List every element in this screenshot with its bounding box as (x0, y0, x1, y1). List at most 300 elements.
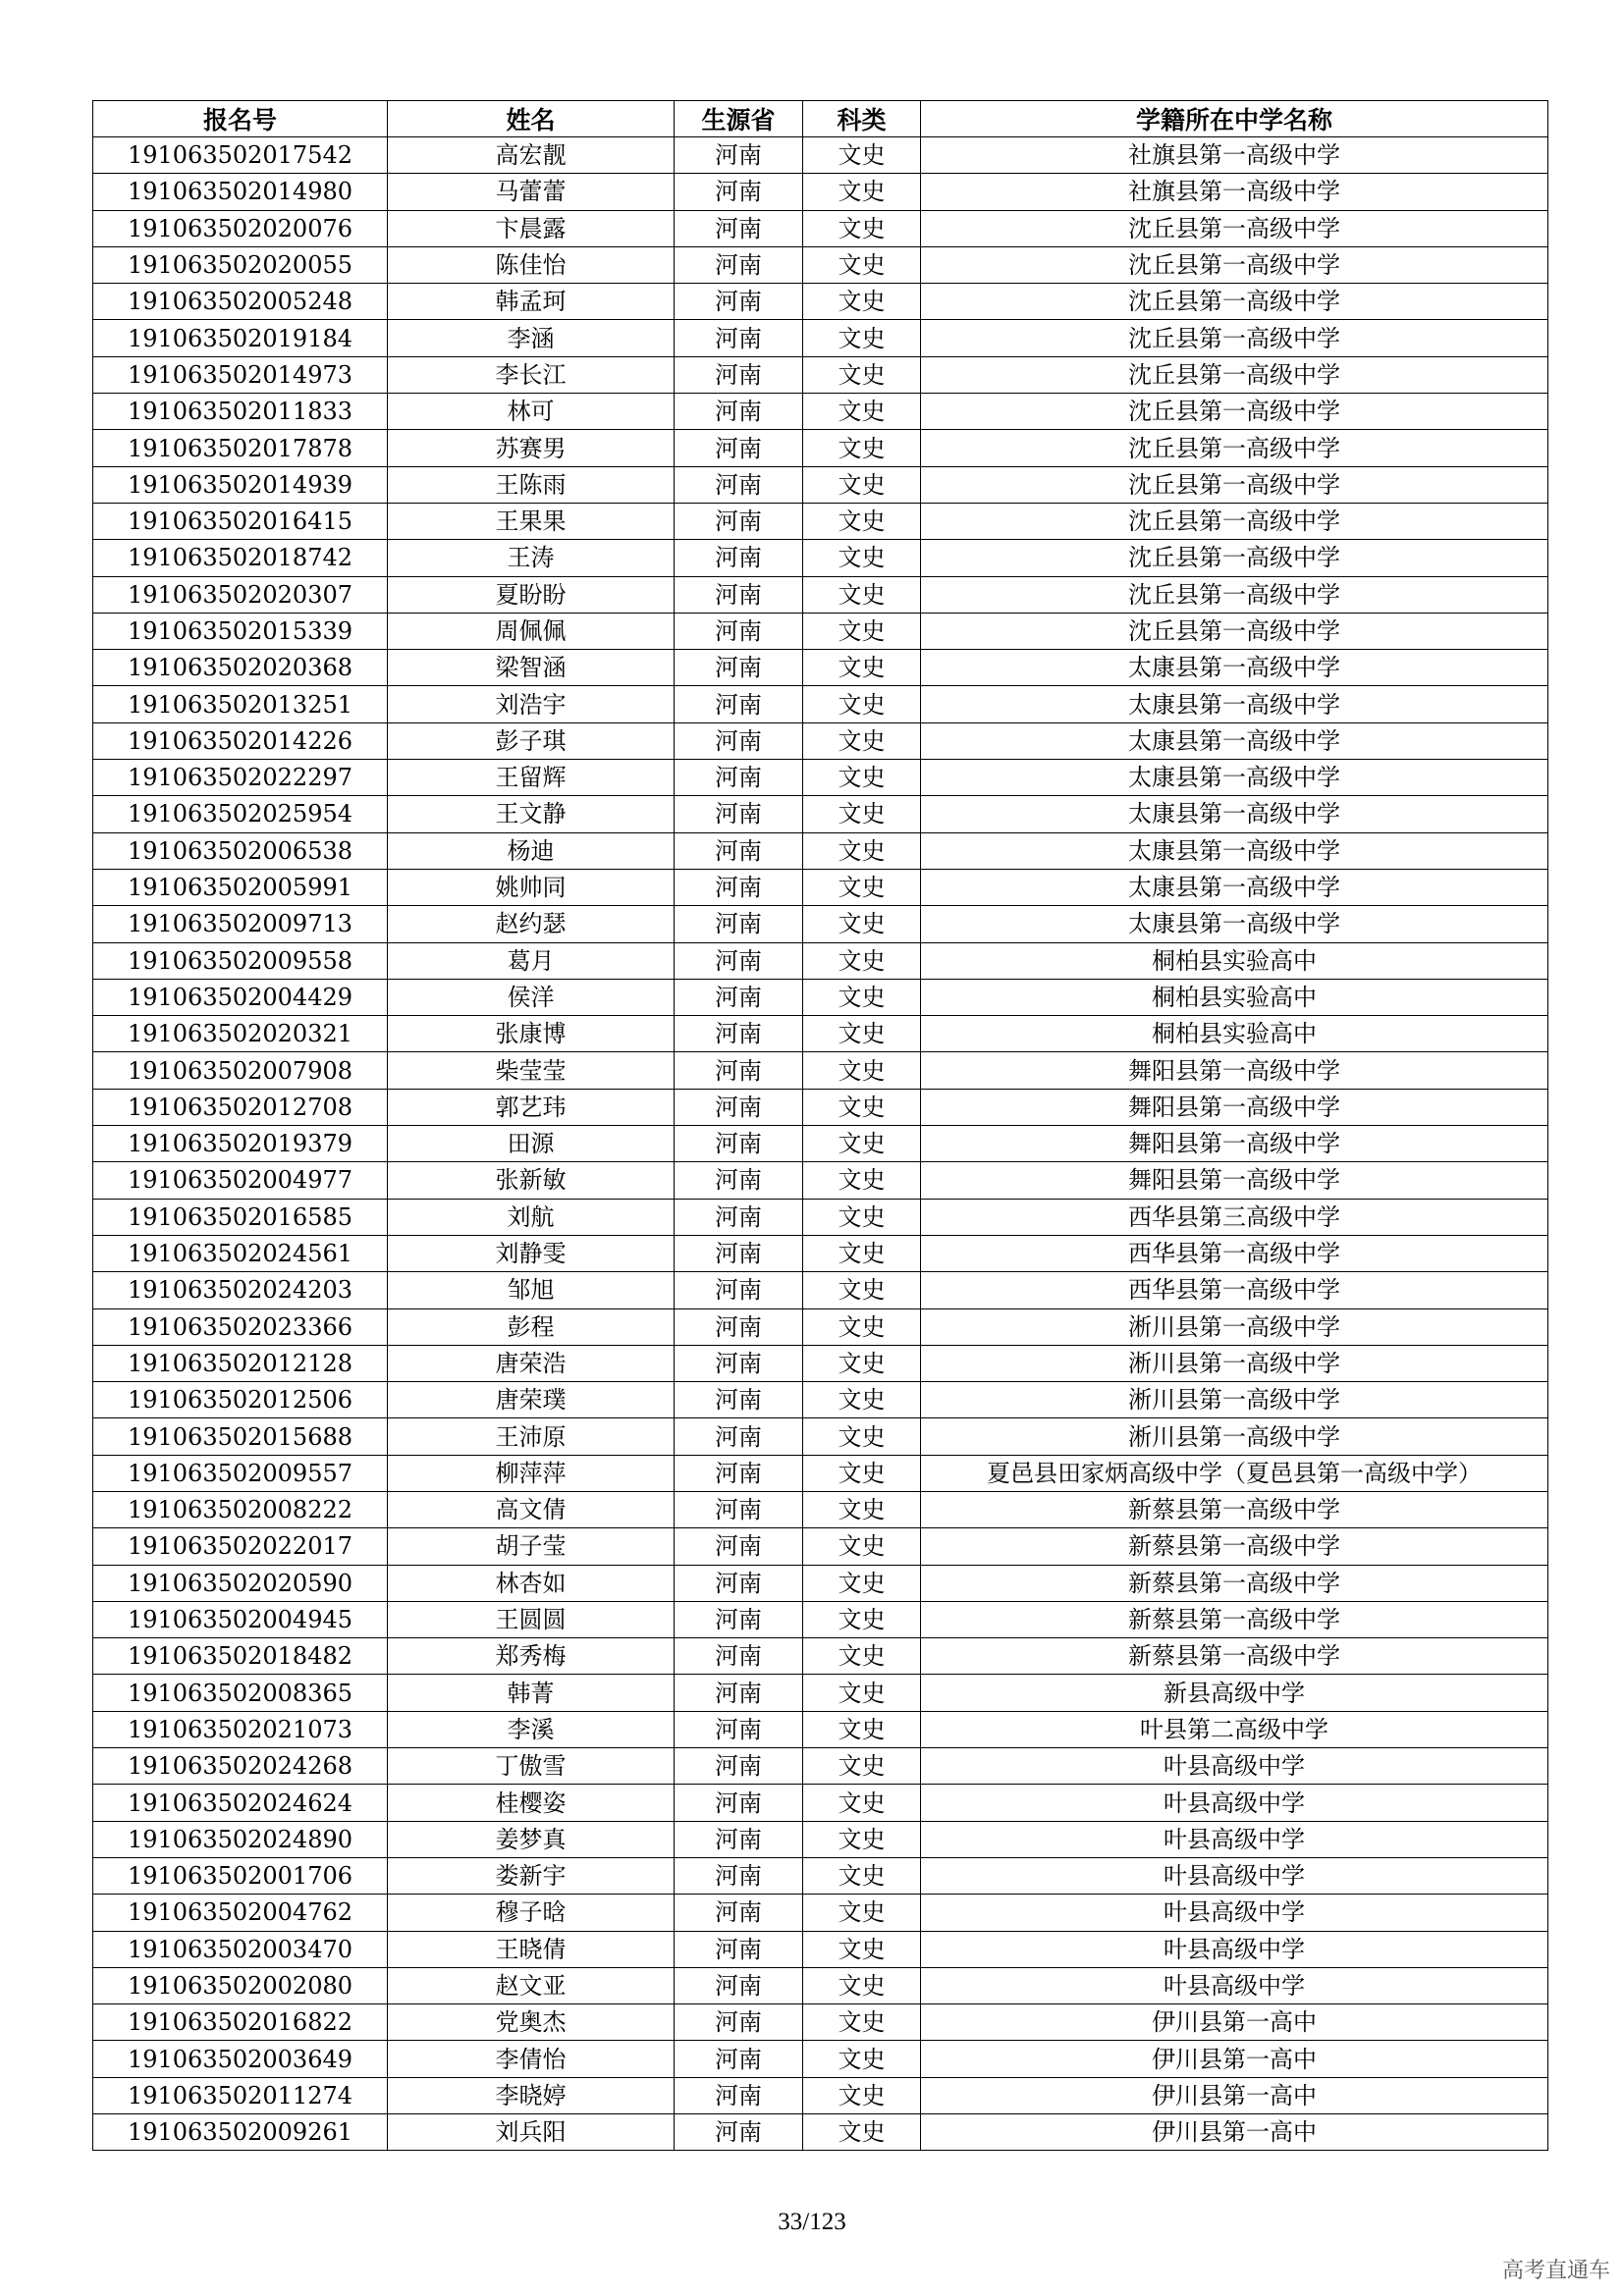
table-row (93, 174, 1548, 210)
cell-registration-number: 191063502009261 (93, 2114, 388, 2151)
cell-category: 文史 (803, 2077, 921, 2113)
table-row (93, 1601, 1548, 1637)
table-row (93, 1785, 1548, 1821)
cell-school: 新蔡县第一高级中学 (921, 1528, 1548, 1565)
cell-province: 河南 (675, 1382, 803, 1418)
cell-province: 河南 (675, 1528, 803, 1565)
cell-province: 河南 (675, 1199, 803, 1235)
cell-category: 文史 (803, 650, 921, 686)
table-row (93, 1491, 1548, 1527)
table-row (93, 722, 1548, 759)
cell-province: 河南 (675, 1821, 803, 1857)
cell-category: 文史 (803, 210, 921, 246)
cell-name: 李溪 (388, 1711, 675, 1747)
cell-name: 王陈雨 (388, 466, 675, 503)
cell-province: 河南 (675, 1931, 803, 1967)
table-row (93, 1967, 1548, 2003)
cell-registration-number: 191063502003649 (93, 2041, 388, 2077)
cell-registration-number: 191063502024561 (93, 1235, 388, 1271)
cell-school: 沈丘县第一高级中学 (921, 246, 1548, 283)
cell-province: 河南 (675, 394, 803, 430)
cell-school: 淅川县第一高级中学 (921, 1308, 1548, 1345)
cell-school: 太康县第一高级中学 (921, 796, 1548, 832)
cell-category: 文史 (803, 906, 921, 942)
cell-name: 赵约瑟 (388, 906, 675, 942)
table-row (93, 503, 1548, 539)
cell-province: 河南 (675, 1565, 803, 1601)
cell-registration-number: 191063502016822 (93, 2004, 388, 2041)
table-row (93, 1711, 1548, 1747)
cell-school: 桐柏县实验高中 (921, 979, 1548, 1015)
cell-category: 文史 (803, 796, 921, 832)
cell-name: 穆子晗 (388, 1895, 675, 1931)
cell-registration-number: 191063502019184 (93, 320, 388, 356)
cell-name: 郭艺玮 (388, 1089, 675, 1125)
cell-category: 文史 (803, 1345, 921, 1381)
cell-registration-number: 191063502004945 (93, 1601, 388, 1637)
cell-name: 卞晨露 (388, 210, 675, 246)
cell-registration-number: 191063502007908 (93, 1052, 388, 1089)
admission-list-table (92, 100, 1548, 2151)
table-row (93, 1162, 1548, 1199)
table-row (93, 796, 1548, 832)
cell-school: 桐柏县实验高中 (921, 942, 1548, 979)
cell-name: 李倩怡 (388, 2041, 675, 2077)
cell-category: 文史 (803, 1491, 921, 1527)
table-row (93, 832, 1548, 869)
cell-registration-number: 191063502004429 (93, 979, 388, 1015)
cell-province: 河南 (675, 1345, 803, 1381)
table-header (93, 101, 1548, 137)
cell-category: 文史 (803, 137, 921, 174)
cell-province: 河南 (675, 1967, 803, 2003)
cell-name: 刘浩宇 (388, 686, 675, 722)
cell-school: 沈丘县第一高级中学 (921, 430, 1548, 466)
cell-name: 刘兵阳 (388, 2114, 675, 2151)
cell-school: 沈丘县第一高级中学 (921, 540, 1548, 576)
table-row (93, 1565, 1548, 1601)
cell-school: 太康县第一高级中学 (921, 650, 1548, 686)
cell-category: 文史 (803, 1052, 921, 1089)
cell-school: 社旗县第一高级中学 (921, 137, 1548, 174)
table-row (93, 650, 1548, 686)
cell-school: 沈丘县第一高级中学 (921, 576, 1548, 613)
table-row (93, 613, 1548, 649)
cell-registration-number: 191063502005991 (93, 869, 388, 905)
cell-category: 文史 (803, 1748, 921, 1785)
cell-registration-number: 191063502024203 (93, 1272, 388, 1308)
cell-province: 河南 (675, 1785, 803, 1821)
cell-school: 伊川县第一高中 (921, 2114, 1548, 2151)
cell-province: 河南 (675, 174, 803, 210)
cell-registration-number: 191063502003470 (93, 1931, 388, 1967)
cell-name: 姚帅同 (388, 869, 675, 905)
cell-province: 河南 (675, 2077, 803, 2113)
cell-name: 郑秀梅 (388, 1638, 675, 1675)
cell-school: 叶县第二高级中学 (921, 1711, 1548, 1747)
cell-school: 淅川县第一高级中学 (921, 1418, 1548, 1455)
cell-category: 文史 (803, 540, 921, 576)
cell-category: 文史 (803, 1308, 921, 1345)
table-body (93, 137, 1548, 2151)
cell-registration-number: 191063502023366 (93, 1308, 388, 1345)
cell-name: 王晓倩 (388, 1931, 675, 1967)
cell-province: 河南 (675, 942, 803, 979)
cell-school: 沈丘县第一高级中学 (921, 284, 1548, 320)
cell-province: 河南 (675, 1491, 803, 1527)
cell-school: 沈丘县第一高级中学 (921, 394, 1548, 430)
cell-name: 侯洋 (388, 979, 675, 1015)
cell-name: 王果果 (388, 503, 675, 539)
table-row (93, 1638, 1548, 1675)
cell-school: 叶县高级中学 (921, 1857, 1548, 1894)
cell-province: 河南 (675, 650, 803, 686)
table-row (93, 1455, 1548, 1491)
cell-province: 河南 (675, 1235, 803, 1271)
cell-category: 文史 (803, 613, 921, 649)
cell-province: 河南 (675, 979, 803, 1015)
cell-registration-number: 191063502019379 (93, 1126, 388, 1162)
cell-province: 河南 (675, 1675, 803, 1711)
cell-school: 新蔡县第一高级中学 (921, 1638, 1548, 1675)
table-row (93, 137, 1548, 174)
cell-name: 彭程 (388, 1308, 675, 1345)
cell-category: 文史 (803, 1528, 921, 1565)
cell-school: 太康县第一高级中学 (921, 722, 1548, 759)
table-row (93, 284, 1548, 320)
table-row (93, 979, 1548, 1015)
cell-school: 舞阳县第一高级中学 (921, 1162, 1548, 1199)
cell-school: 太康县第一高级中学 (921, 686, 1548, 722)
table-row (93, 686, 1548, 722)
cell-province: 河南 (675, 1016, 803, 1052)
cell-province: 河南 (675, 796, 803, 832)
cell-school: 沈丘县第一高级中学 (921, 466, 1548, 503)
table-row (93, 1052, 1548, 1089)
cell-province: 河南 (675, 1711, 803, 1747)
cell-name: 赵文亚 (388, 1967, 675, 2003)
cell-name: 李涵 (388, 320, 675, 356)
cell-registration-number: 191063502014226 (93, 722, 388, 759)
table-row (93, 1931, 1548, 1967)
cell-category: 文史 (803, 1895, 921, 1931)
cell-registration-number: 191063502020307 (93, 576, 388, 613)
cell-registration-number: 191063502009557 (93, 1455, 388, 1491)
table-row (93, 906, 1548, 942)
watermark-text: 高考直通车 (1501, 2259, 1610, 2283)
cell-name: 马蕾蕾 (388, 174, 675, 210)
cell-province: 河南 (675, 1418, 803, 1455)
cell-registration-number: 191063502013251 (93, 686, 388, 722)
cell-name: 娄新宇 (388, 1857, 675, 1894)
cell-school: 太康县第一高级中学 (921, 832, 1548, 869)
table-row (93, 210, 1548, 246)
cell-province: 河南 (675, 1089, 803, 1125)
cell-category: 文史 (803, 1638, 921, 1675)
table-row (93, 1748, 1548, 1785)
table-row (93, 1126, 1548, 1162)
cell-category: 文史 (803, 174, 921, 210)
table-row (93, 1418, 1548, 1455)
cell-name: 李晓婷 (388, 2077, 675, 2113)
cell-school: 叶县高级中学 (921, 1967, 1548, 2003)
cell-registration-number: 191063502024890 (93, 1821, 388, 1857)
cell-category: 文史 (803, 1565, 921, 1601)
cell-registration-number: 191063502012708 (93, 1089, 388, 1125)
cell-province: 河南 (675, 613, 803, 649)
table-row (93, 1308, 1548, 1345)
cell-category: 文史 (803, 1382, 921, 1418)
cell-category: 文史 (803, 2041, 921, 2077)
cell-category: 文史 (803, 1821, 921, 1857)
table-row (93, 1895, 1548, 1931)
cell-school: 新蔡县第一高级中学 (921, 1491, 1548, 1527)
cell-name: 丁傲雪 (388, 1748, 675, 1785)
cell-school: 叶县高级中学 (921, 1748, 1548, 1785)
cell-category: 文史 (803, 1785, 921, 1821)
cell-school: 沈丘县第一高级中学 (921, 320, 1548, 356)
cell-province: 河南 (675, 760, 803, 796)
cell-name: 林杏如 (388, 1565, 675, 1601)
table-row (93, 760, 1548, 796)
table-row (93, 1382, 1548, 1418)
cell-category: 文史 (803, 1931, 921, 1967)
cell-province: 河南 (675, 503, 803, 539)
cell-category: 文史 (803, 1967, 921, 2003)
cell-category: 文史 (803, 284, 921, 320)
cell-category: 文史 (803, 760, 921, 796)
cell-registration-number: 191063502009713 (93, 906, 388, 942)
cell-registration-number: 191063502022017 (93, 1528, 388, 1565)
cell-school: 叶县高级中学 (921, 1785, 1548, 1821)
cell-registration-number: 191063502020368 (93, 650, 388, 686)
cell-registration-number: 191063502020321 (93, 1016, 388, 1052)
table-row (93, 1345, 1548, 1381)
cell-registration-number: 191063502011833 (93, 394, 388, 430)
cell-name: 邹旭 (388, 1272, 675, 1308)
table-row (93, 2114, 1548, 2151)
cell-province: 河南 (675, 430, 803, 466)
table-row (93, 942, 1548, 979)
cell-province: 河南 (675, 1857, 803, 1894)
cell-category: 文史 (803, 979, 921, 1015)
table-row (93, 246, 1548, 283)
cell-name: 周佩佩 (388, 613, 675, 649)
table-row (93, 394, 1548, 430)
cell-province: 河南 (675, 320, 803, 356)
cell-province: 河南 (675, 1162, 803, 1199)
cell-registration-number: 191063502016415 (93, 503, 388, 539)
cell-category: 文史 (803, 246, 921, 283)
header-province: 生源省 (675, 101, 803, 137)
cell-school: 伊川县第一高中 (921, 2077, 1548, 2113)
table-row (93, 576, 1548, 613)
cell-registration-number: 191063502012506 (93, 1382, 388, 1418)
cell-registration-number: 191063502018742 (93, 540, 388, 576)
cell-province: 河南 (675, 722, 803, 759)
cell-province: 河南 (675, 1126, 803, 1162)
cell-name: 夏盼盼 (388, 576, 675, 613)
cell-name: 刘航 (388, 1199, 675, 1235)
table-row (93, 2077, 1548, 2113)
cell-registration-number: 191063502020055 (93, 246, 388, 283)
cell-category: 文史 (803, 1272, 921, 1308)
table-row (93, 1199, 1548, 1235)
cell-registration-number: 191063502014973 (93, 356, 388, 393)
table-row (93, 320, 1548, 356)
cell-province: 河南 (675, 1308, 803, 1345)
cell-school: 舞阳县第一高级中学 (921, 1089, 1548, 1125)
cell-category: 文史 (803, 1199, 921, 1235)
cell-province: 河南 (675, 210, 803, 246)
cell-category: 文史 (803, 722, 921, 759)
cell-registration-number: 191063502014980 (93, 174, 388, 210)
header-name: 姓名 (388, 101, 675, 137)
cell-category: 文史 (803, 869, 921, 905)
cell-school: 伊川县第一高中 (921, 2041, 1548, 2077)
cell-category: 文史 (803, 686, 921, 722)
cell-province: 河南 (675, 137, 803, 174)
table-row (93, 1675, 1548, 1711)
cell-registration-number: 191063502025954 (93, 796, 388, 832)
cell-province: 河南 (675, 1272, 803, 1308)
cell-category: 文史 (803, 1675, 921, 1711)
cell-registration-number: 191063502014939 (93, 466, 388, 503)
cell-name: 桂樱姿 (388, 1785, 675, 1821)
table-row (93, 869, 1548, 905)
cell-category: 文史 (803, 1089, 921, 1125)
cell-registration-number: 191063502012128 (93, 1345, 388, 1381)
cell-name: 葛月 (388, 942, 675, 979)
cell-category: 文史 (803, 1601, 921, 1637)
page-number: 33/123 (778, 2209, 846, 2235)
cell-registration-number: 191063502015688 (93, 1418, 388, 1455)
cell-school: 桐柏县实验高中 (921, 1016, 1548, 1052)
cell-registration-number: 191063502017878 (93, 430, 388, 466)
header-school: 学籍所在中学名称 (921, 101, 1548, 137)
cell-registration-number: 191063502024268 (93, 1748, 388, 1785)
table-row (93, 1089, 1548, 1125)
cell-registration-number: 191063502004977 (93, 1162, 388, 1199)
cell-registration-number: 191063502015339 (93, 613, 388, 649)
cell-name: 王圆圆 (388, 1601, 675, 1637)
cell-name: 姜梦真 (388, 1821, 675, 1857)
cell-name: 高宏靓 (388, 137, 675, 174)
cell-name: 杨迪 (388, 832, 675, 869)
cell-province: 河南 (675, 832, 803, 869)
table-row (93, 1528, 1548, 1565)
cell-category: 文史 (803, 1455, 921, 1491)
cell-province: 河南 (675, 1748, 803, 1785)
cell-school: 叶县高级中学 (921, 1821, 1548, 1857)
cell-registration-number: 191063502017542 (93, 137, 388, 174)
cell-province: 河南 (675, 356, 803, 393)
cell-province: 河南 (675, 869, 803, 905)
cell-school: 社旗县第一高级中学 (921, 174, 1548, 210)
cell-registration-number: 191063502006538 (93, 832, 388, 869)
cell-province: 河南 (675, 246, 803, 283)
cell-school: 舞阳县第一高级中学 (921, 1126, 1548, 1162)
cell-name: 张康博 (388, 1016, 675, 1052)
cell-school: 沈丘县第一高级中学 (921, 356, 1548, 393)
cell-name: 梁智涵 (388, 650, 675, 686)
cell-school: 叶县高级中学 (921, 1895, 1548, 1931)
header-registration-number: 报名号 (93, 101, 388, 137)
cell-name: 李长江 (388, 356, 675, 393)
cell-school: 西华县第一高级中学 (921, 1272, 1548, 1308)
cell-name: 张新敏 (388, 1162, 675, 1199)
cell-school: 西华县第一高级中学 (921, 1235, 1548, 1271)
cell-category: 文史 (803, 1857, 921, 1894)
table-row (93, 1235, 1548, 1271)
cell-registration-number: 191063502004762 (93, 1895, 388, 1931)
cell-registration-number: 191063502022297 (93, 760, 388, 796)
cell-name: 柴莹莹 (388, 1052, 675, 1089)
cell-registration-number: 191063502020076 (93, 210, 388, 246)
cell-registration-number: 191063502020590 (93, 1565, 388, 1601)
cell-province: 河南 (675, 1638, 803, 1675)
cell-registration-number: 191063502002080 (93, 1967, 388, 2003)
cell-name: 韩菁 (388, 1675, 675, 1711)
cell-category: 文史 (803, 942, 921, 979)
cell-name: 韩孟珂 (388, 284, 675, 320)
cell-registration-number: 191063502009558 (93, 942, 388, 979)
header-category: 科类 (803, 101, 921, 137)
cell-category: 文史 (803, 394, 921, 430)
cell-school: 新蔡县第一高级中学 (921, 1565, 1548, 1601)
cell-name: 彭子琪 (388, 722, 675, 759)
cell-category: 文史 (803, 503, 921, 539)
cell-name: 田源 (388, 1126, 675, 1162)
cell-category: 文史 (803, 466, 921, 503)
cell-registration-number: 191063502011274 (93, 2077, 388, 2113)
cell-school: 舞阳县第一高级中学 (921, 1052, 1548, 1089)
cell-school: 太康县第一高级中学 (921, 760, 1548, 796)
cell-province: 河南 (675, 906, 803, 942)
cell-name: 唐荣璞 (388, 1382, 675, 1418)
cell-province: 河南 (675, 1052, 803, 1089)
table-row (93, 2004, 1548, 2041)
cell-school: 新县高级中学 (921, 1675, 1548, 1711)
table-row (93, 1272, 1548, 1308)
cell-name: 党奥杰 (388, 2004, 675, 2041)
table-row (93, 466, 1548, 503)
table-row (93, 1857, 1548, 1894)
cell-category: 文史 (803, 430, 921, 466)
table-row (93, 540, 1548, 576)
cell-category: 文史 (803, 2114, 921, 2151)
cell-name: 唐荣浩 (388, 1345, 675, 1381)
cell-registration-number: 191063502016585 (93, 1199, 388, 1235)
cell-province: 河南 (675, 2004, 803, 2041)
cell-name: 高文倩 (388, 1491, 675, 1527)
cell-name: 陈佳怡 (388, 246, 675, 283)
cell-name: 苏赛男 (388, 430, 675, 466)
cell-category: 文史 (803, 1235, 921, 1271)
cell-registration-number: 191063502001706 (93, 1857, 388, 1894)
cell-name: 王沛原 (388, 1418, 675, 1455)
cell-category: 文史 (803, 1162, 921, 1199)
cell-province: 河南 (675, 1455, 803, 1491)
cell-name: 王文静 (388, 796, 675, 832)
cell-category: 文史 (803, 576, 921, 613)
cell-province: 河南 (675, 540, 803, 576)
cell-registration-number: 191063502005248 (93, 284, 388, 320)
header-row (93, 101, 1548, 137)
cell-registration-number: 191063502008365 (93, 1675, 388, 1711)
cell-school: 沈丘县第一高级中学 (921, 613, 1548, 649)
cell-province: 河南 (675, 1895, 803, 1931)
